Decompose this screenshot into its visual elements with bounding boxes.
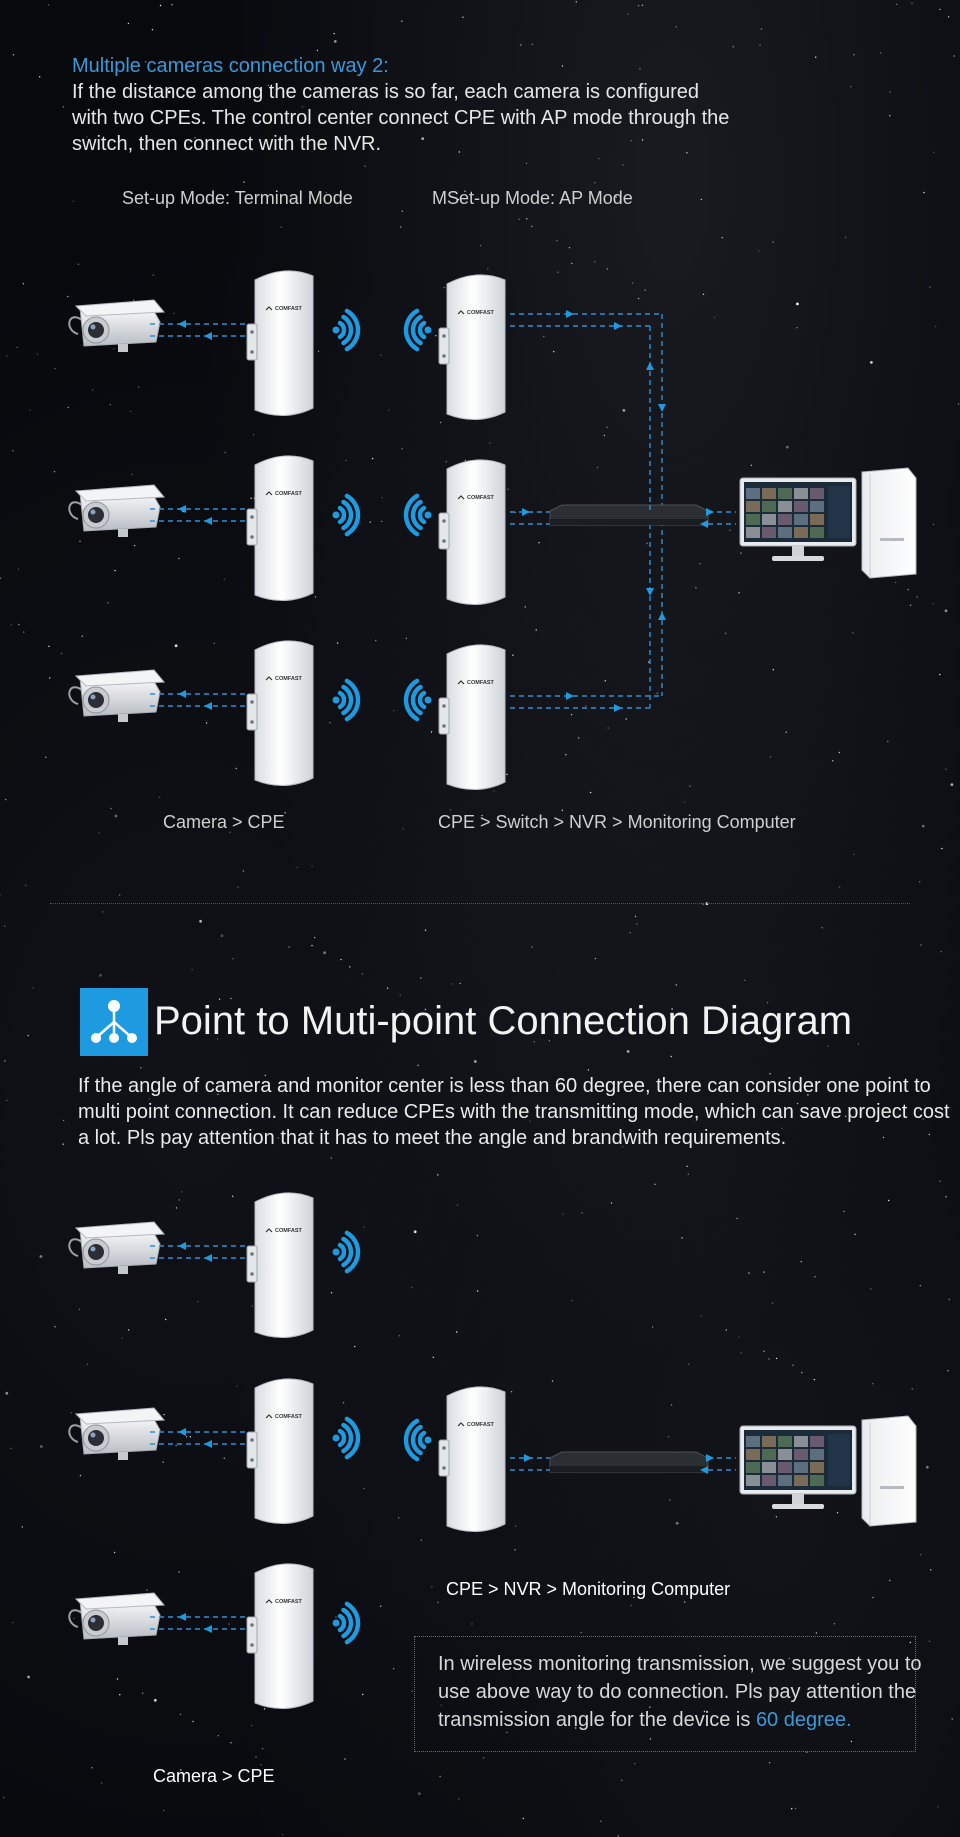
mode-label-terminal: Set-up Mode: Terminal Mode	[122, 188, 353, 208]
nvr-device	[550, 1452, 708, 1472]
cpe-brand-label: COMFAST	[275, 1599, 302, 1605]
camera-p2mp-3	[69, 1593, 164, 1645]
camera-p2mp-1	[69, 1222, 164, 1274]
cpe-brand-label: COMFAST	[275, 676, 302, 682]
cpe-brand-label: COMFAST	[467, 680, 494, 686]
cpe-ap-2	[439, 460, 505, 605]
arrow-icon	[204, 702, 212, 710]
cpe-p2mp-terminal-1	[247, 1193, 313, 1338]
arrow-icon	[204, 517, 212, 525]
arrow-icon	[524, 1454, 532, 1462]
arrow-icon	[178, 505, 186, 513]
wifi-signal-icon	[333, 311, 359, 349]
mode-label-ap: MSet-up Mode: AP Mode	[432, 188, 633, 208]
cpe-p2mp-terminal-2	[247, 1379, 313, 1524]
arrow-icon	[204, 332, 212, 340]
intro-text: If the distance among the cameras is so far, each camera is configured with two CPEs. The control center connect CPE with AP mode through the switch, then connect with the NVR.	[72, 81, 730, 155]
arrow-icon	[646, 588, 654, 596]
cpe-p2mp-ap	[439, 1387, 505, 1532]
cpe-brand-label: COMFAST	[467, 1422, 494, 1428]
note-body: In wireless monitoring transmission, we suggest you to use above way to do connection. Pls pay attention the transmission angle for the device is	[438, 1653, 922, 1731]
arrow-icon	[178, 320, 186, 328]
wifi-signal-icon	[406, 681, 432, 719]
wifi-signal-icon	[406, 496, 432, 534]
camera-1	[69, 300, 164, 352]
arrow-icon	[706, 508, 714, 516]
cpe-brand-label: COMFAST	[275, 306, 302, 312]
arrow-icon	[204, 1625, 212, 1633]
monitoring-computer-2	[740, 1416, 916, 1526]
cpe-terminal-2	[247, 456, 313, 601]
arrow-icon	[178, 1613, 186, 1621]
wifi-signal-icon	[406, 311, 432, 349]
wifi-signal-icon	[406, 1421, 431, 1459]
caption-cpe-switch-nvr: CPE > Switch > NVR > Monitoring Computer	[438, 812, 796, 832]
arrow-icon	[646, 362, 654, 370]
network-switch	[550, 505, 708, 525]
caption-camera-cpe: Camera > CPE	[163, 812, 285, 832]
arrow-icon	[614, 704, 622, 712]
camera-3	[69, 670, 164, 722]
camera-p2mp-2	[69, 1408, 164, 1460]
wifi-signal-icon	[333, 496, 359, 534]
monitoring-computer-1	[740, 468, 916, 578]
cpe-brand-label: COMFAST	[275, 1228, 302, 1234]
arrow-icon	[566, 310, 574, 318]
wifi-signal-icon	[333, 1233, 358, 1271]
note-highlight: 60 degree.	[755, 1709, 852, 1731]
caption-camera-cpe-2: Camera > CPE	[153, 1766, 275, 1786]
arrow-icon	[178, 1242, 186, 1250]
arrow-icon	[658, 612, 666, 620]
caption-cpe-nvr: CPE > NVR > Monitoring Computer	[446, 1579, 731, 1599]
cpe-brand-label: COMFAST	[467, 310, 494, 316]
arrow-icon	[706, 1454, 714, 1462]
cpe-brand-label: COMFAST	[275, 1414, 302, 1420]
arrow-icon	[178, 690, 186, 698]
cpe-terminal-3	[247, 641, 313, 786]
section-description: If the angle of camera and monitor center is less than 60 degree, there can consider one point to multi point connection. It can reduce CPEs with the transmitting mode, which can save project cost a lot. Pls pay attention that it has to meet the angle and brandwith requirements.	[78, 1075, 950, 1149]
camera-2	[69, 485, 164, 537]
cpe-ap-3	[439, 645, 505, 790]
cpe-brand-label: COMFAST	[467, 495, 494, 501]
arrow-icon	[204, 1254, 212, 1262]
arrow-icon	[522, 508, 530, 516]
arrow-icon	[614, 322, 622, 330]
section-title: Point to Muti-point Connection Diagram	[154, 999, 853, 1043]
arrow-icon	[204, 1440, 212, 1448]
wifi-signal-icon	[333, 1419, 358, 1457]
cpe-brand-label: COMFAST	[275, 491, 302, 497]
arrow-icon	[658, 404, 666, 412]
arrow-icon	[178, 1428, 186, 1436]
cpe-ap-1	[439, 275, 505, 420]
wifi-signal-icon	[333, 1604, 358, 1642]
arrow-icon	[566, 692, 574, 700]
cpe-terminal-1	[247, 271, 313, 416]
wifi-signal-icon	[333, 681, 359, 719]
cpe-p2mp-terminal-3	[247, 1564, 313, 1709]
intro-title: Multiple cameras connection way 2:	[72, 55, 389, 77]
